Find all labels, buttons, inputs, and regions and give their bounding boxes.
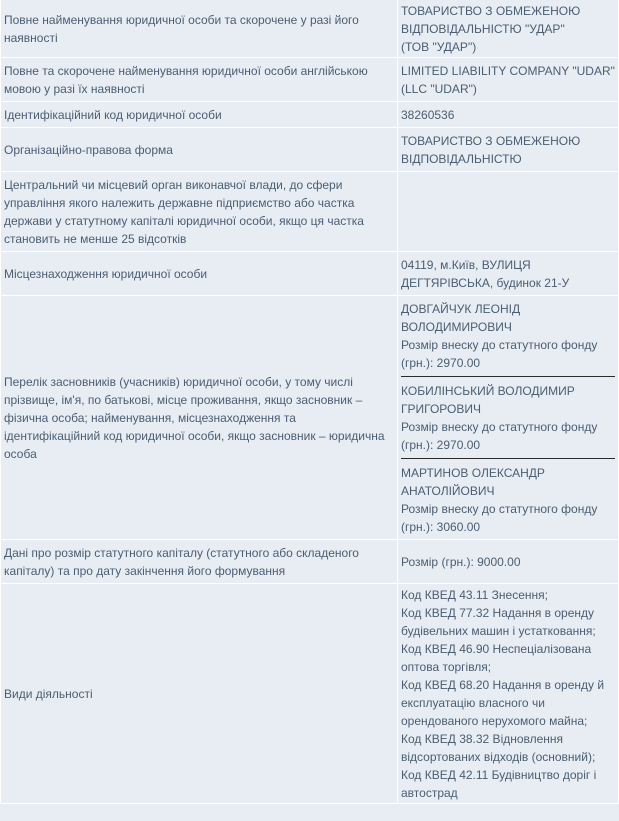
- row-legal-form: [1, 128, 619, 172]
- label-activities: Види діяльності: [1, 584, 398, 804]
- activity-item: Код КВЕД 77.32 Надання в оренду будівельних машин і устатковання;: [401, 606, 596, 638]
- value-founders: [398, 296, 619, 540]
- activity-item: Код КВЕД 68.20 Надання в оренду й експлуатацію власного чи орендованого нерухомого майна;: [401, 678, 605, 728]
- value-full-name: [398, 0, 619, 58]
- row-english-name: [1, 58, 619, 102]
- value-activities: [398, 584, 619, 804]
- value-address: 04119, м.Київ, ВУЛИЦЯ ДЕГТЯРІВСЬКА, будинок 21-У: [398, 252, 619, 296]
- value-id-code: 38260536: [398, 102, 619, 128]
- value-capital: Розмір (грн.): 9000.00: [398, 540, 619, 584]
- row-authority: [1, 172, 619, 252]
- label-legal-form: Організаційно-правова форма: [1, 128, 398, 172]
- founder-entry: [401, 376, 615, 456]
- row-id-code: [1, 102, 619, 128]
- row-address: [1, 252, 619, 296]
- founder-contribution: Розмір внеску до статутного фонду (грн.): 2970.00: [401, 338, 598, 370]
- label-english-name: Повне та скорочене найменування юридичної особи англійською мовою у разі їх наявності: [1, 58, 398, 102]
- short-name-line: (ТОВ "УДАР"): [401, 40, 477, 54]
- activity-item: Код КВЕД 38.32 Відновлення відсортованих відходів (основний);: [401, 732, 596, 764]
- founder-entry: [401, 298, 615, 374]
- row-capital: [1, 540, 619, 584]
- founder-name: КОБИЛІНСЬКИЙ ВОЛОДИМИР ГРИГОРОВИЧ: [401, 384, 575, 416]
- row-founders: [1, 296, 619, 540]
- activity-item: Код КВЕД 46.90 Неспеціалізована оптова торгівля;: [401, 642, 592, 674]
- full-name-line: ТОВАРИСТВО З ОБМЕЖЕНОЮ ВІДПОВІДАЛЬНІСТЮ "УДАР": [401, 4, 581, 36]
- label-address: Місцезнаходження юридичної особи: [1, 252, 398, 296]
- english-full-name: LIMITED LIABILITY COMPANY "UDAR": [401, 64, 615, 78]
- label-full-name: Повне найменування юридичної особи та скорочене у разі його наявності: [1, 0, 398, 58]
- activity-item: Код КВЕД 42.11 Будівництво доріг і автострад: [401, 768, 597, 800]
- value-authority: [398, 172, 619, 252]
- founder-name: ДОВГАЙЧУК ЛЕОНІД ВОЛОДИМИРОВИЧ: [401, 302, 521, 334]
- label-authority: Центральний чи місцевий орган виконавчої влади, до сфери управління якого належить державне підприємство або частка держави у статутному капіталі юридичної особи, якщо ця частка становить не менше 25 відсотків: [1, 172, 398, 252]
- value-legal-form: ТОВАРИСТВО З ОБМЕЖЕНОЮ ВІДПОВІДАЛЬНІСТЮ: [398, 128, 619, 172]
- label-capital: Дані про розмір статутного капіталу (статутного або складеного капіталу) та про дату закінчення його формування: [1, 540, 398, 584]
- activity-item: Код КВЕД 43.11 Знесення;: [401, 588, 548, 602]
- label-id-code: Ідентифікаційний код юридичної особи: [1, 102, 398, 128]
- row-activities: [1, 584, 619, 804]
- label-founders: Перелік засновників (учасників) юридичної особи, у тому числі прізвище, ім'я, по батькові, місце проживання, якщо засновник – фізична особа; найменування, місцезнаходження та ідентифікаційний код юридичної особи, якщо засновник – юридична особа: [1, 296, 398, 540]
- value-english-name: [398, 58, 619, 102]
- founder-entry: [401, 458, 615, 538]
- founder-contribution: Розмір внеску до статутного фонду (грн.): 3060.00: [401, 502, 598, 534]
- founder-contribution: Розмір внеску до статутного фонду (грн.): 2970.00: [401, 420, 598, 452]
- founder-name: МАРТИНОВ ОЛЕКСАНДР АНАТОЛІЙОВИЧ: [401, 466, 545, 498]
- row-full-name: [1, 0, 619, 58]
- english-short-name: (LLC "UDAR"): [401, 82, 477, 96]
